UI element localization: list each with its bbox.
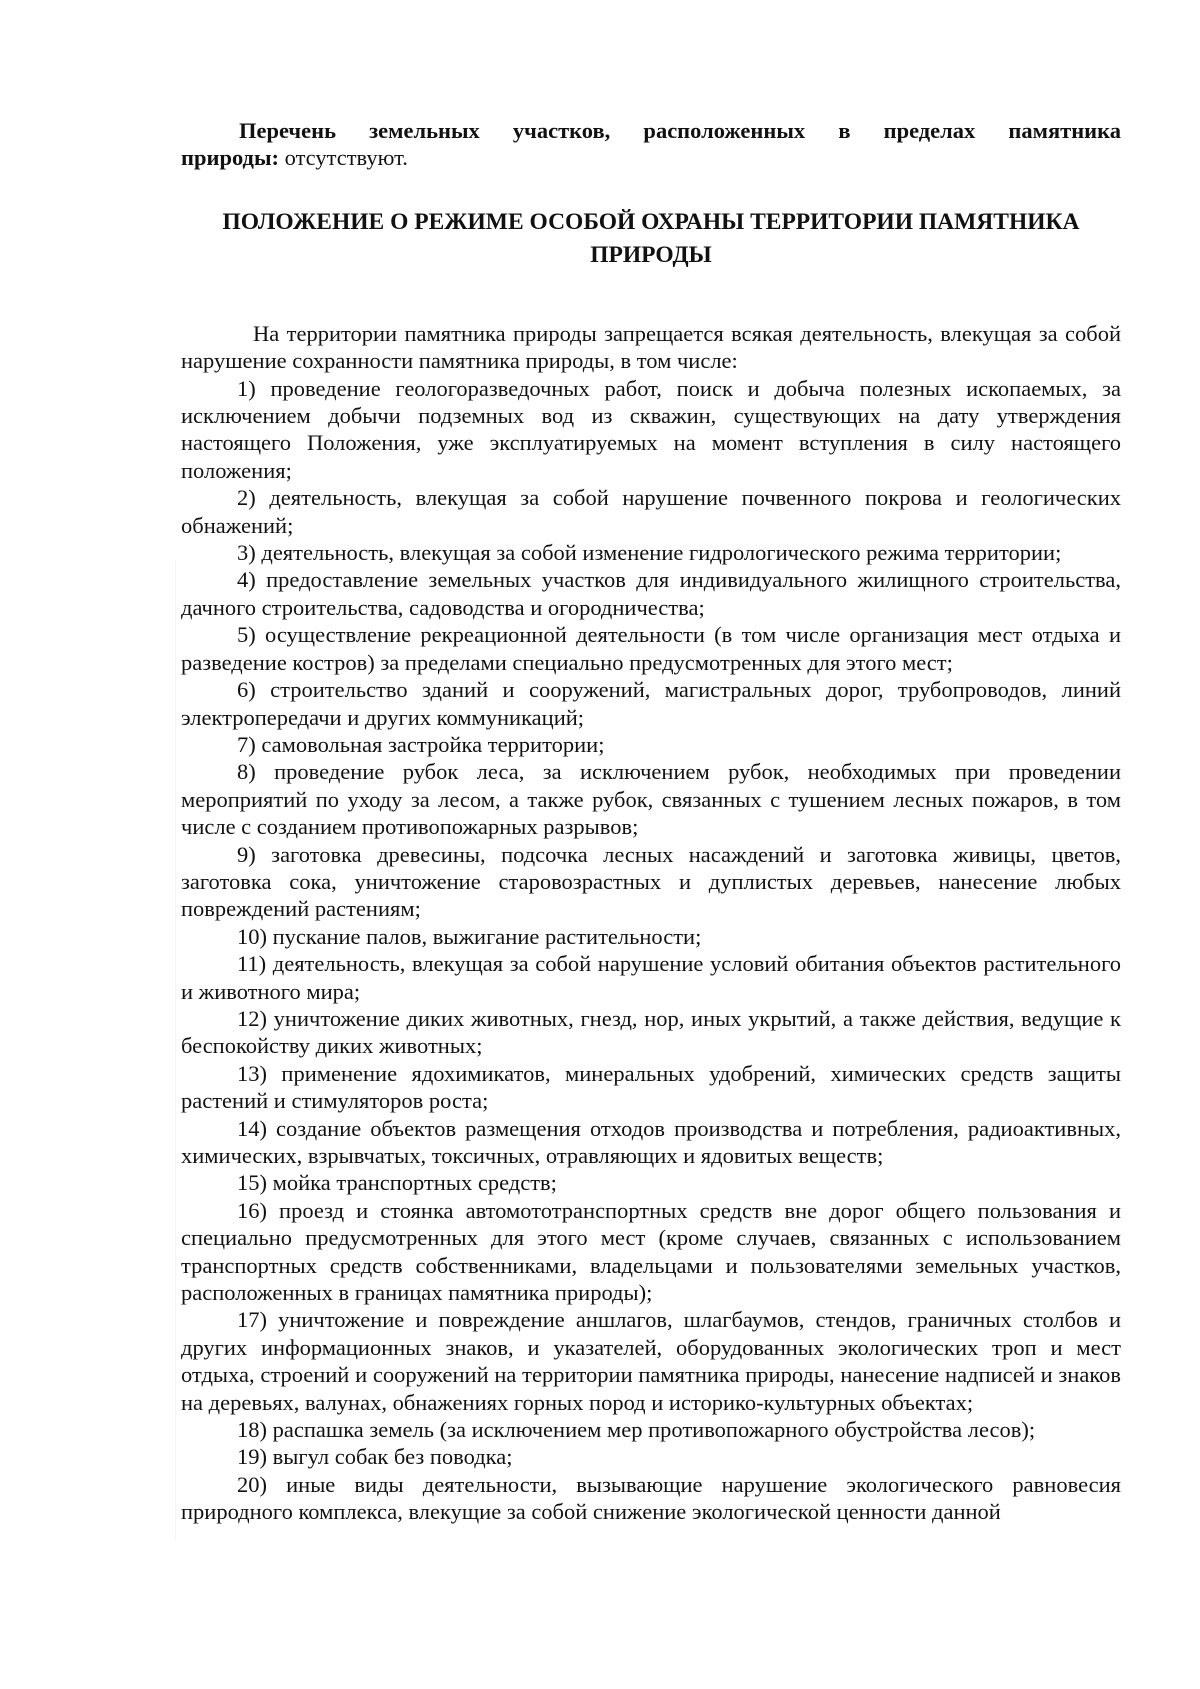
list-item: 19) выгул собак без поводка; xyxy=(237,1444,513,1470)
list-item: 15) мойка транспортных средств; xyxy=(237,1170,557,1196)
list-item: 6) строительство зданий и сооружений, магистральных дорог, трубопроводов, линий электропередачи и других коммуникаций; xyxy=(181,677,1121,730)
list-item: 12) уничтожение диких животных, гнезд, нор, иных укрытий, а также действия, ведущие к беспокойству диких животных; xyxy=(181,1005,1121,1059)
list-item: 17) уничтожение и повреждение аншлагов, шлагбаумов, стендов, граничных столбов и других информационных знаков, и указателей, оборудованных экологических троп и мест отдыха, строений и сооружений на территории памятника природы, нанесение надписей и знаков на деревьях, валунах, обнажениях горных пород и историко-культурных объектах; xyxy=(181,1307,1121,1415)
list-item: 9) заготовка древесины, подсочка лесных насаждений и заготовка живицы, цветов, заготовка сока, уничтожение старовозрастных и дуплистых деревьев, нанесение любых повреждений растениям; xyxy=(181,841,1121,922)
land-plots-value: отсутствуют. xyxy=(279,145,408,171)
list-item: 10) пускание палов, выжигание растительности; xyxy=(237,923,702,949)
list-item: 1) проведение геологоразведочных работ, поиск и добыча полезных ископаемых, за исключением добычи подземных вод из скважин, существующих на дату утверждения настоящего Положения, уже эксплуатируемых на момент вступления в силу настоящего положения; xyxy=(181,375,1121,483)
scan-artifact-line xyxy=(175,560,176,1540)
prohibition-list xyxy=(181,375,1121,1526)
land-plots-label: Перечень земельных участков, расположенных в пределах памятника природы: xyxy=(181,118,1121,171)
list-item: 20) иные виды деятельности, вызывающие нарушение экологического равновесия природного комплекса, влекущие за собой снижение экологической ценности данной xyxy=(181,1471,1121,1525)
list-item: 2) деятельность, влекущая за собой нарушение почвенного покрова и геологических обнажений; xyxy=(181,485,1121,538)
list-item: 11) деятельность, влекущая за собой нарушение условий обитания объектов растительного и животного мира; xyxy=(181,951,1121,1004)
list-item: 8) проведение рубок леса, за исключением рубок, необходимых при проведении мероприятий по уходу за лесом, а также рубок, связанных с тушением лесных пожаров, в том числе с созданием противопожарных разрывов; xyxy=(181,759,1121,840)
list-item: 13) применение ядохимикатов, минеральных удобрений, химических средств защиты растений и стимуляторов роста; xyxy=(181,1060,1121,1114)
list-item: 14) создание объектов размещения отходов производства и потребления, радиоактивных, химических, взрывчатых, токсичных, отравляющих и ядовитых веществ; xyxy=(181,1115,1121,1168)
regime-heading: ПОЛОЖЕНИЕ О РЕЖИМЕ ОСОБОЙ ОХРАНЫ ТЕРРИТОРИИ ПАМЯТНИКА ПРИРОДЫ xyxy=(222,208,1080,268)
list-item: 18) распашка земель (за исключением мер противопожарного обустройства лесов); xyxy=(237,1417,1036,1443)
document-body xyxy=(181,117,1121,1526)
list-item: 7) самовольная застройка территории; xyxy=(237,731,605,757)
list-item: 4) предоставление земельных участков для индивидуального жилищного строительства, дачного строительства, садоводства и огородничества; xyxy=(181,567,1121,620)
list-item: 3) деятельность, влекущая за собой изменение гидрологического режима территории; xyxy=(237,540,1062,566)
prohibition-lead: На территории памятника природы запрещается всякая деятельность, влекущая за собой нарушение сохранности памятника природы, в том числе: xyxy=(181,320,1121,374)
list-item: 16) проезд и стоянка автомототранспортных средств вне дорог общего пользования и специально предусмотренных для этого мест (кроме случаев, связанных с использованием транспортных средств собственниками, владельцами и пользователями земельных участков, расположенных в границах памятника природы); xyxy=(181,1197,1121,1306)
land-plots-statement xyxy=(181,117,1121,172)
list-item: 5) осуществление рекреационной деятельности (в том числе организация мест отдыха и разведение костров) за пределами специально предусмотренных для этого мест; xyxy=(181,622,1121,675)
